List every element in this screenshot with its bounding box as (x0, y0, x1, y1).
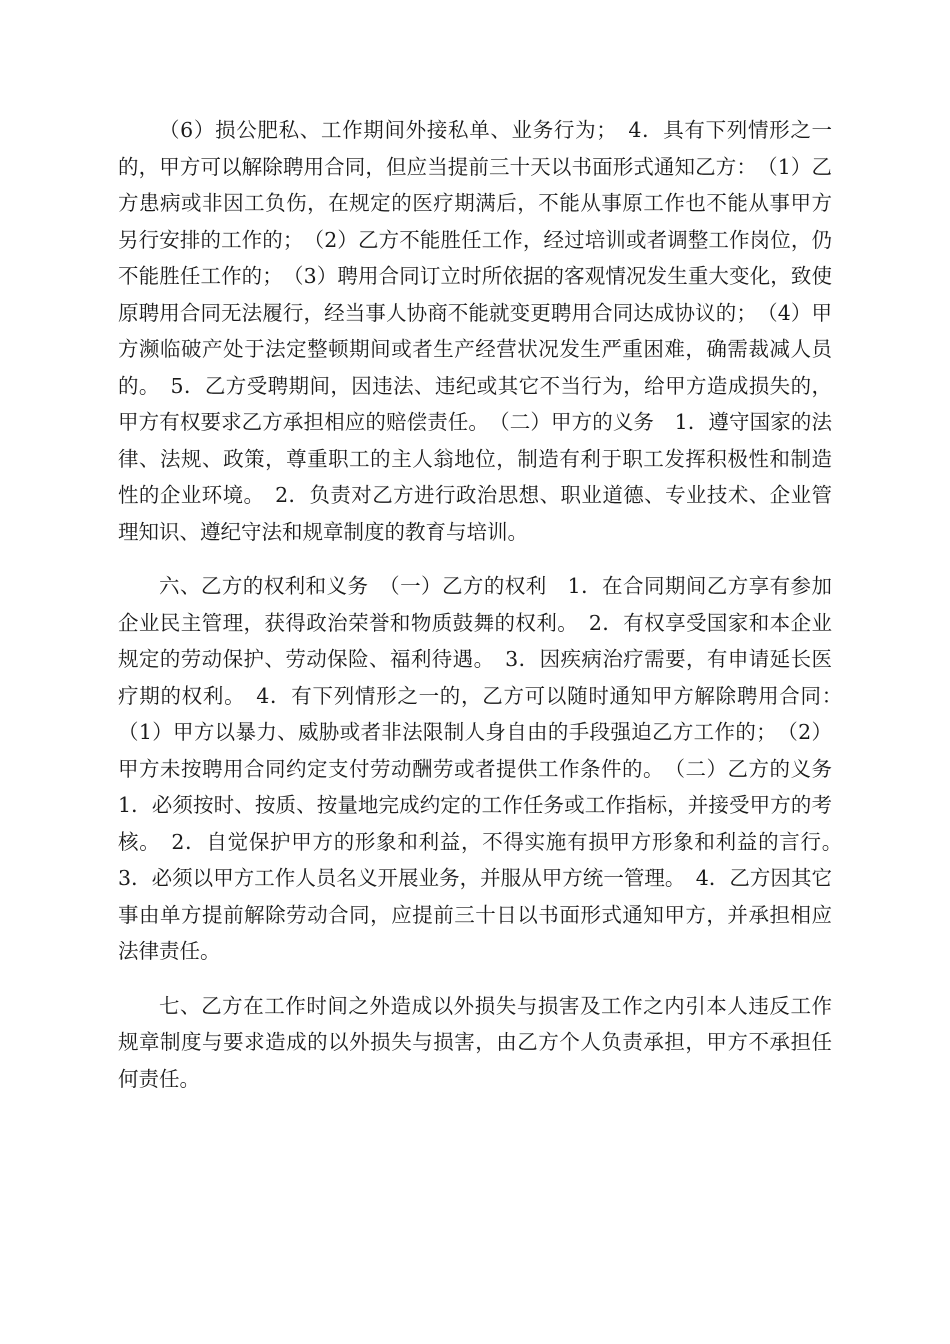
paragraph-liability-clause: 七、乙方在工作时间之外造成以外损失与损害及工作之内引本人违反工作规章制度与要求造成的以外损失与损害，由乙方个人负责承担，甲方不承担任何责任。 (118, 993, 832, 1091)
document-body (118, 112, 853, 1097)
paragraph-employee-rights-obligations: 六、乙方的权利和义务 （一）乙方的权利 1．在合同期间乙方享有参加企业民主管理，获得政治荣誉和物质鼓舞的权利。 2．有权享受国家和本企业规定的劳动保护、劳动保险、福利待遇。 3．因疾病治疗需要，有申请延长医疗期的权利。 4．有下列情形之一的，乙方可以随时通知甲方解除聘用合同： （1）甲方以暴力、威胁或者非法限制人身自由的手段强迫乙方工作的； （2）甲方未按聘用合同约定支付劳动酬劳或者提供工作条件的。 （二）乙方的义务 1．必须按时、按质、按量地完成约定的工作任务或工作指标，并接受甲方的考核。 2．自觉保护甲方的形象和利益，不得实施有损甲方形象和利益的言行。 3．必须以甲方工作人员名义开展业务，并服从甲方统一管理。 4．乙方因其它事由单方提前解除劳动合同，应提前三十日以书面形式通知甲方，并承担相应法律责任。 (118, 574, 853, 963)
paragraph-employer-rights-obligations: （6）损公肥私、工作期间外接私单、业务行为； 4．具有下列情形之一的，甲方可以解除聘用合同，但应当提前三十天以书面形式通知乙方： （1）乙方患病或非因工负伤，在规定的医疗期满后，不能从事原工作也不能从事甲方另行安排的工作的； （2）乙方不能胜任工作，经过培训或者调整工作岗位，仍不能胜任工作的； （3）聘用合同订立时所依据的客观情况发生重大变化，致使原聘用合同无法履行，经当事人协商不能就变更聘用合同达成协议的； （4）甲方濒临破产处于法定整顿期间或者生产经营状况发生严重困难，确需裁减人员的。 5．乙方受聘期间，因违法、违纪或其它不当行为，给甲方造成损失的，甲方有权要求乙方承担相应的赔偿责任。 （二）甲方的义务 1．遵守国家的法律、法规、政策，尊重职工的主人翁地位，制造有利于职工发挥积极性和制造性的企业环境。 2．负责对乙方进行政治思想、职业道德、专业技术、企业管理知识、遵纪守法和规章制度的教育与培训。 (118, 118, 832, 544)
